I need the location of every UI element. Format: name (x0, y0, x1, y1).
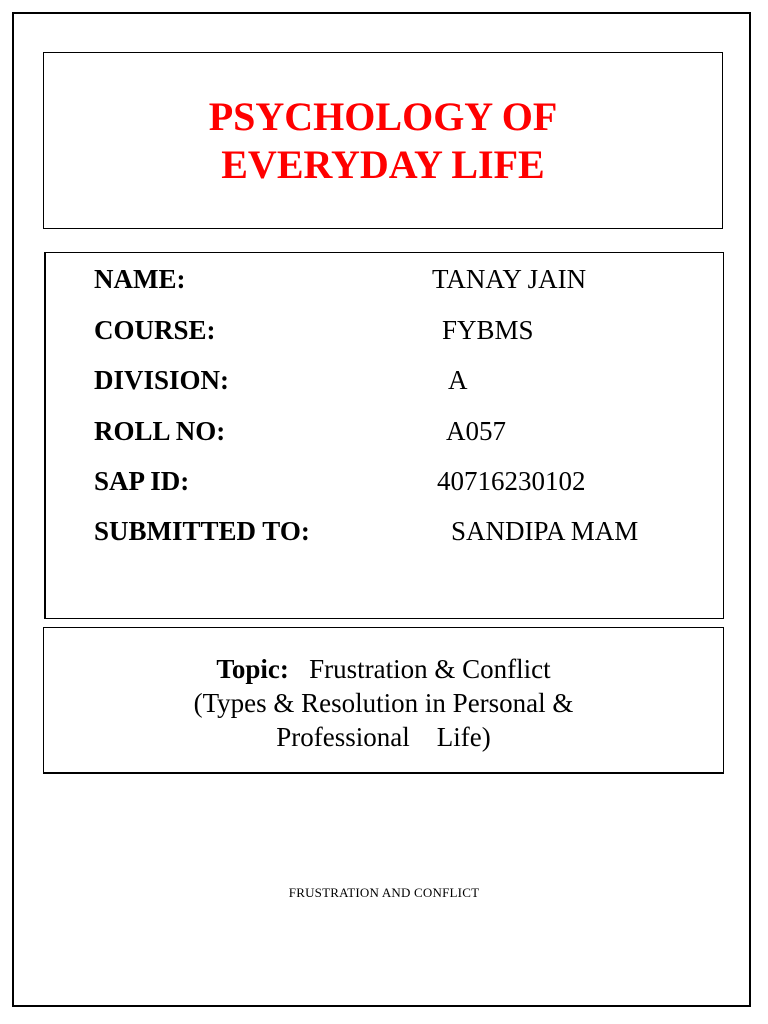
info-row-division (46, 362, 723, 398)
topic-box (43, 627, 724, 774)
division-value: A (448, 365, 468, 395)
roll-no-label: ROLL NO: (94, 416, 226, 446)
info-row-submitted-to (46, 513, 723, 549)
roll-no-value: A057 (446, 416, 506, 446)
title-box (43, 52, 723, 229)
topic-label: Topic: (216, 654, 289, 684)
info-row-roll-no (46, 413, 723, 449)
course-value: FYBMS (442, 315, 534, 345)
title-line-1: PSYCHOLOGY OF (208, 93, 558, 139)
footer-text: FRUSTRATION AND CONFLICT (288, 885, 480, 900)
division-label: DIVISION: (94, 365, 230, 395)
student-info-box (44, 252, 724, 619)
topic-subtitle-line: (Types & Resolution in Personal & (193, 688, 574, 718)
submitted-to-value: SANDIPA MAM (451, 516, 639, 546)
info-row-sap-id (46, 463, 723, 499)
course-label: COURSE: (94, 315, 216, 345)
submitted-to-label: SUBMITTED TO: (94, 516, 310, 546)
sap-id-label: SAP ID: (94, 466, 190, 496)
name-value: TANAY JAIN (432, 264, 587, 294)
name-label: NAME: (94, 264, 186, 294)
topic-subtitle-line-2: Professional Life) (276, 722, 491, 752)
info-row-name (46, 261, 723, 297)
title-line-2: EVERYDAY LIFE (221, 141, 545, 187)
topic-heading-line (44, 652, 723, 686)
info-row-course (46, 312, 723, 348)
topic-title: Frustration & Conflict (309, 654, 551, 684)
sap-id-value: 40716230102 (437, 466, 586, 496)
